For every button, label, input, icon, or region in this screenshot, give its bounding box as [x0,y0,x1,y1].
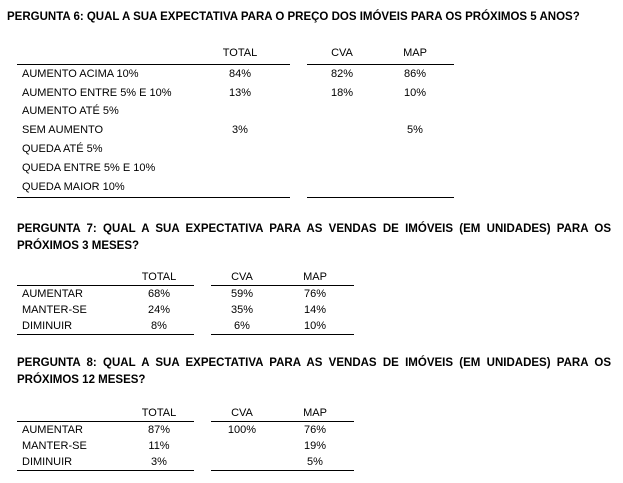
q6-row-total: 3% [232,124,248,136]
q8-row-map: 19% [303,440,327,452]
q8-row-label: AUMENTAR [22,424,83,436]
q7-row-cva: 6% [234,320,250,332]
q6-row-total: 84% [228,68,252,80]
q8-rule-top-right [211,421,354,422]
q7-row-total: 24% [147,304,171,316]
q7-row-map: 14% [303,304,327,316]
q6-row-label: QUEDA ATÉ 5% [22,143,103,155]
q6-rule-bottom-left [17,197,290,198]
q7-rule-top-right [211,285,354,286]
q6-row-map: 5% [407,124,423,136]
q8-rule-bottom-left [17,470,194,471]
question-7-title: PERGUNTA 7: QUAL A SUA EXPECTATIVA PARA AS VENDAS DE IMÓVEIS (EM UNIDADES) PARA OS PRÓXIMOS 3 MESES? [17,223,611,252]
q7-rule-bottom-right [211,334,354,335]
q7-rule-top-left [17,285,194,286]
q7-header-total: TOTAL [141,271,177,283]
q6-rule-top-right [307,64,454,65]
q6-header-total: TOTAL [222,47,258,59]
q8-row-map: 76% [303,424,327,436]
q7-row-cva: 59% [230,288,254,300]
q6-row-cva: 82% [330,68,354,80]
question-8-title: PERGUNTA 8: QUAL A SUA EXPECTATIVA PARA AS VENDAS DE IMÓVEIS (EM UNIDADES) PARA OS PRÓXIMOS 12 MESES? [17,357,611,386]
q7-row-total: 8% [151,320,167,332]
q7-row-map: 76% [303,288,327,300]
q8-row-label: MANTER-SE [22,440,87,452]
q6-row-label: AUMENTO ACIMA 10% [22,68,139,80]
q8-rule-bottom-right [211,470,354,471]
q6-row-label: QUEDA ENTRE 5% E 10% [22,162,156,174]
q8-header-map: MAP [303,407,327,419]
q8-rule-top-left [17,421,194,422]
q7-header-cva: CVA [231,271,253,283]
q7-row-label: MANTER-SE [22,304,87,316]
q6-header-map: MAP [403,47,427,59]
q8-row-cva: 100% [227,424,257,436]
q6-rule-bottom-right [307,197,454,198]
q6-row-label: AUMENTO ENTRE 5% E 10% [22,87,172,99]
q6-row-map: 10% [403,87,427,99]
q7-row-total: 68% [147,288,171,300]
q7-header-map: MAP [303,271,327,283]
q7-rule-bottom-left [17,334,194,335]
question-6-title: PERGUNTA 6: QUAL A SUA EXPECTATIVA PARA O PREÇO DOS IMÓVEIS PARA OS PRÓXIMOS 5 ANOS? [7,11,580,23]
q6-row-label: QUEDA MAIOR 10% [22,181,125,193]
q6-rule-top-left [17,64,290,65]
q8-row-total: 87% [147,424,171,436]
q6-row-total: 13% [228,87,252,99]
q8-row-total: 3% [151,456,167,468]
q8-header-cva: CVA [231,407,253,419]
q8-row-label: DIMINUIR [22,456,73,468]
q8-row-total: 11% [148,440,170,452]
q7-row-map: 10% [303,320,327,332]
q8-header-total: TOTAL [141,407,177,419]
q7-row-cva: 35% [230,304,254,316]
q6-row-cva: 18% [330,87,354,99]
q6-row-label: SEM AUMENTO [22,124,104,136]
q7-row-label: DIMINUIR [22,320,73,332]
q8-row-map: 5% [307,456,323,468]
q6-row-label: AUMENTO ATÉ 5% [22,105,119,117]
q6-header-cva: CVA [331,47,353,59]
q6-row-map: 86% [403,68,427,80]
q7-row-label: AUMENTAR [22,288,83,300]
